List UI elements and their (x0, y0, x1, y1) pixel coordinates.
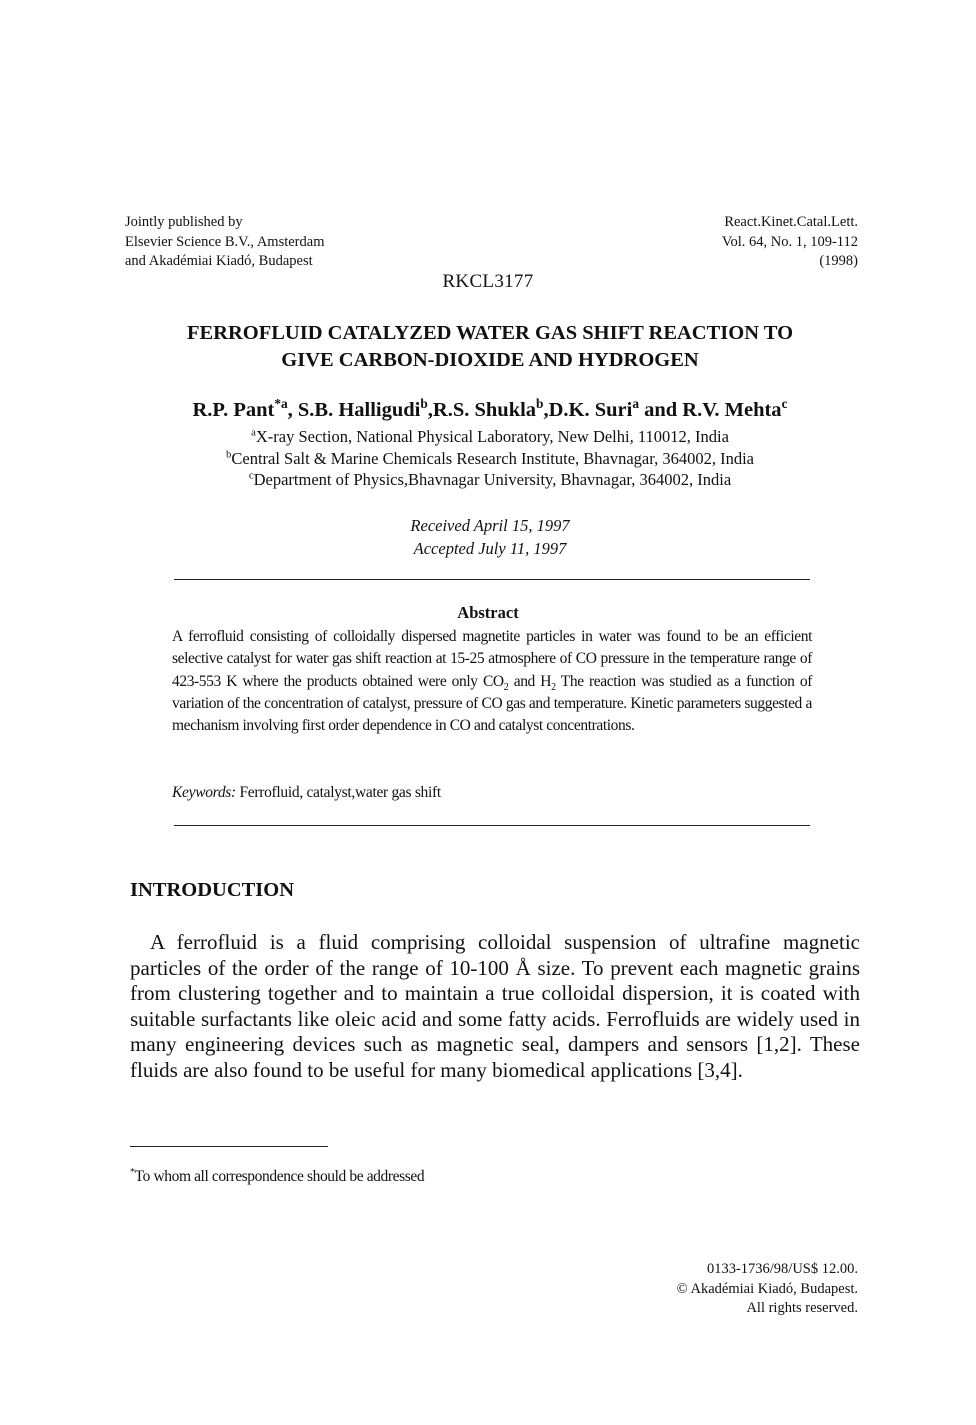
author-affil-mark: b (536, 396, 544, 412)
author-separator: , (543, 399, 549, 421)
footnote (130, 1168, 424, 1186)
abstract-top-divider (174, 579, 810, 580)
abstract-and: and (508, 672, 541, 690)
author-separator: , (427, 399, 433, 421)
author-name: S.B. Halligudi (297, 399, 421, 421)
author-list (100, 397, 880, 423)
author-name: R.P. Pant (192, 399, 275, 421)
affiliation-mark: c (248, 469, 254, 482)
author-affil-mark: a (632, 396, 639, 412)
copyright-notice (677, 1260, 858, 1319)
author-affil-mark: b (420, 396, 428, 412)
publisher-line-2: Elsevier Science B.V., Amsterdam (125, 233, 325, 250)
keywords-text: Ferrofluid, catalyst,water gas shift (239, 784, 441, 801)
author-separator: , (287, 399, 298, 421)
footnote-text: To whom all correspondence should be addressed (134, 1168, 425, 1185)
title-line-1: FERROFLUID CATALYZED WATER GAS SHIFT REACTION TO (186, 322, 794, 344)
copyright-holder: © Akadémiai Kiadó, Budapest. (676, 1280, 858, 1297)
abstract-bottom-divider (174, 825, 810, 826)
co2-subscript: 2 (503, 681, 509, 693)
journal-name: React.Kinet.Catal.Lett. (724, 214, 858, 230)
author-affil-mark: c (781, 396, 788, 412)
author-name: D.K. Suri (548, 399, 633, 421)
introduction-heading: INTRODUCTION (130, 879, 295, 901)
publisher-line-3: and Akadémiai Kiadó, Budapest (125, 253, 313, 269)
affiliation-text: Department of Physics,Bhavnagar University, Bhavnagar, 364002, India (253, 470, 732, 489)
author-affil-mark: *a (274, 396, 288, 412)
journal-year: (1998) (819, 253, 858, 269)
author-separator: and (638, 399, 683, 421)
abstract-text-part-1: A ferrofluid consisting of colloidally dispersed magnetite particles in water was found to be an efficient selective catalyst for water gas shift reaction at 15-25 atmosphere of CO pressure in the temperature range of 423-553 K where the products obtained were only (172, 628, 812, 690)
affiliation-text: Central Salt & Marine Chemicals Research Institute, Bhavnagar, 364002, India (231, 448, 754, 468)
author-name: R.V. Mehta (682, 399, 782, 421)
abstract-text (172, 626, 812, 737)
submission-dates (100, 514, 880, 560)
affiliation-mark: a (251, 426, 256, 439)
accepted-date: Accepted July 11, 1997 (413, 539, 567, 558)
h2-formula: H (540, 672, 552, 690)
introduction-body (130, 930, 860, 1084)
affiliation-a (100, 426, 880, 448)
affiliation-list (100, 426, 880, 491)
journal-citation (722, 213, 858, 272)
copyright-issn: 0133-1736/98/US$ 12.00. (706, 1261, 858, 1277)
abstract-text-part-2: The reaction was studied as a function of variation of the concentration of catalyst, pressure of CO gas and temperature. Kinetic parameters suggested a mechanism involving first order dependence in CO and catalyst concentrations. (172, 672, 812, 735)
keywords-label: Keywords: (172, 784, 236, 801)
affiliation-b (100, 448, 880, 470)
affiliation-mark: b (226, 448, 232, 460)
introduction-paragraph: A ferrofluid is a fluid comprising colloidal suspension of ultrafine magnetic particles of the order of the range of 10-100 Å size. To prevent each magnetic grains from clustering together and to maintain a true colloidal dispersion, it is coated with suitable surfactants like oleic acid and some fatty acids. Ferrofluids are widely used in many engineering devices such as magnetic seal, dampers and sensors [1,2]. These fluids are also found to be useful for many biomedical applications [3,4]. (130, 930, 860, 1082)
copyright-rights: All rights reserved. (746, 1300, 858, 1316)
abstract-heading: Abstract (457, 603, 519, 622)
affiliation-text: X-ray Section, National Physical Laboratory, New Delhi, 110012, India (255, 427, 729, 446)
co2-formula: CO (482, 672, 504, 690)
publisher-info (125, 213, 324, 272)
title-line-2: GIVE CARBON-DIOXIDE AND HYDROGEN (281, 349, 699, 371)
journal-volume: Vol. 64, No. 1, 109-112 (721, 233, 858, 250)
footnote-mark: * (130, 1166, 135, 1178)
paper-title (100, 320, 880, 374)
footnote-divider (130, 1146, 328, 1147)
affiliation-c (100, 469, 880, 491)
keywords (172, 784, 441, 802)
article-code: RKCL3177 (442, 271, 534, 292)
received-date: Received April 15, 1997 (410, 516, 570, 535)
publisher-line-1: Jointly published by (125, 214, 243, 230)
author-name: R.S. Shukla (432, 399, 537, 421)
h2-subscript: 2 (551, 681, 556, 693)
